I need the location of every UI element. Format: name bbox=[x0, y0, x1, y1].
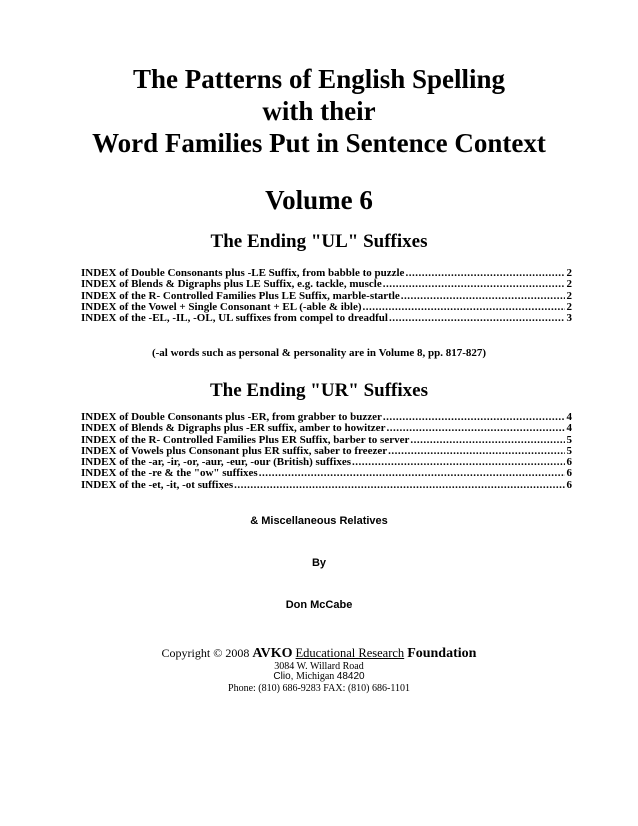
ur-index-list bbox=[81, 412, 572, 491]
toc-entry-label: INDEX of Double Consonants plus -LE Suffix, from babble to puzzle bbox=[81, 268, 405, 279]
org-name-educational-research: Educational Research bbox=[295, 646, 405, 660]
toc-entry[interactable] bbox=[81, 457, 572, 468]
misc-relatives-line: & Miscellaneous Relatives bbox=[250, 515, 388, 527]
toc-entry-label: INDEX of Blends & Digraphs plus -ER suffix, amber to howitzer bbox=[81, 423, 386, 435]
toc-entry[interactable] bbox=[81, 446, 572, 457]
title-line-3: Word Families Put in Sentence Context bbox=[92, 128, 546, 158]
toc-entry-label: INDEX of the R- Controlled Families Plus ER Suffix, barber to server bbox=[81, 434, 410, 446]
toc-entry-page: 2 bbox=[566, 290, 572, 302]
toc-entry-page: 6 bbox=[566, 468, 572, 480]
al-words-note: (-al words such as personal & personality are in Volume 8, pp. 817-827) bbox=[151, 347, 487, 359]
address-city: Clio, bbox=[273, 671, 294, 682]
toc-entry[interactable] bbox=[81, 423, 572, 434]
ul-section-heading: The Ending "UL" Suffixes bbox=[210, 231, 428, 252]
toc-leader bbox=[405, 268, 564, 279]
copyright-line bbox=[0, 646, 638, 662]
toc-entry-label: INDEX of Vowels plus Consonant plus ER suffix, saber to freezer bbox=[81, 445, 388, 457]
toc-leader bbox=[383, 412, 565, 423]
toc-entry-label: INDEX of the -EL, -IL, -OL, UL suffixes from compel to dreadful bbox=[81, 313, 388, 325]
address-state: Michigan bbox=[295, 671, 335, 682]
toc-entry-label: INDEX of Blends & Digraphs plus LE Suffix, e.g. tackle, muscle bbox=[81, 279, 382, 291]
toc-entry-page: 5 bbox=[566, 434, 572, 446]
title-line-2: with their bbox=[262, 96, 376, 126]
address-zip: 48420 bbox=[336, 671, 365, 682]
toc-leader bbox=[388, 446, 564, 457]
toc-entry[interactable] bbox=[81, 412, 572, 423]
toc-leader bbox=[386, 423, 564, 434]
toc-leader bbox=[383, 279, 565, 290]
phone-fax-line: Phone: (810) 686-9283 FAX: (810) 686-1101 bbox=[228, 683, 410, 694]
toc-entry-label: INDEX of Double Consonants plus -ER, from grabber to buzzer bbox=[81, 412, 382, 423]
toc-leader bbox=[410, 435, 564, 446]
toc-entry[interactable] bbox=[81, 302, 572, 313]
toc-leader bbox=[259, 468, 565, 479]
toc-entry[interactable] bbox=[81, 435, 572, 446]
toc-entry-label: INDEX of the Vowel + Single Consonant + EL (-able & ible) bbox=[81, 301, 362, 313]
toc-entry-page: 6 bbox=[566, 457, 572, 469]
volume-heading: Volume 6 bbox=[265, 185, 373, 215]
copyright-prefix: Copyright © 2008 bbox=[161, 646, 250, 660]
address-street: 3084 W. Willard Road bbox=[274, 661, 364, 672]
toc-entry-page: 2 bbox=[566, 279, 572, 291]
toc-leader bbox=[389, 313, 565, 324]
ul-index-list bbox=[81, 268, 572, 324]
toc-entry-label: INDEX of the -re & the "ow" suffixes bbox=[81, 468, 258, 480]
toc-leader bbox=[401, 291, 565, 302]
toc-entry[interactable] bbox=[81, 313, 572, 324]
toc-entry-page: 4 bbox=[566, 423, 572, 435]
toc-leader bbox=[234, 480, 564, 491]
address-city-line bbox=[0, 671, 638, 682]
toc-entry-page: 5 bbox=[566, 445, 572, 457]
toc-leader bbox=[352, 457, 564, 468]
toc-entry-label: INDEX of the R- Controlled Families Plus LE Suffix, marble-startle bbox=[81, 290, 400, 302]
toc-entry-page: 4 bbox=[566, 412, 572, 423]
title-line-1: The Patterns of English Spelling bbox=[132, 64, 506, 94]
by-line: By bbox=[311, 557, 327, 569]
toc-leader bbox=[363, 302, 565, 313]
toc-entry-page: 2 bbox=[566, 301, 572, 313]
toc-entry[interactable] bbox=[81, 291, 572, 302]
ur-section-heading: The Ending "UR" Suffixes bbox=[209, 380, 428, 401]
org-name-avko: AVKO bbox=[252, 646, 293, 661]
author-name: Don McCabe bbox=[285, 599, 353, 611]
toc-entry-page: 2 bbox=[566, 268, 572, 279]
toc-entry-label: INDEX of the -ar, -ir, -or, -aur, -eur, -our (British) suffixes bbox=[81, 457, 352, 469]
toc-entry[interactable] bbox=[81, 480, 572, 491]
toc-entry-page: 3 bbox=[566, 313, 572, 325]
toc-entry-page: 6 bbox=[566, 479, 572, 491]
toc-entry[interactable] bbox=[81, 268, 572, 279]
toc-entry[interactable] bbox=[81, 468, 572, 479]
toc-entry-label: INDEX of the -et, -it, -ot suffixes bbox=[81, 479, 234, 491]
toc-entry[interactable] bbox=[81, 279, 572, 290]
org-name-foundation: Foundation bbox=[407, 646, 477, 661]
document-title bbox=[0, 63, 638, 159]
